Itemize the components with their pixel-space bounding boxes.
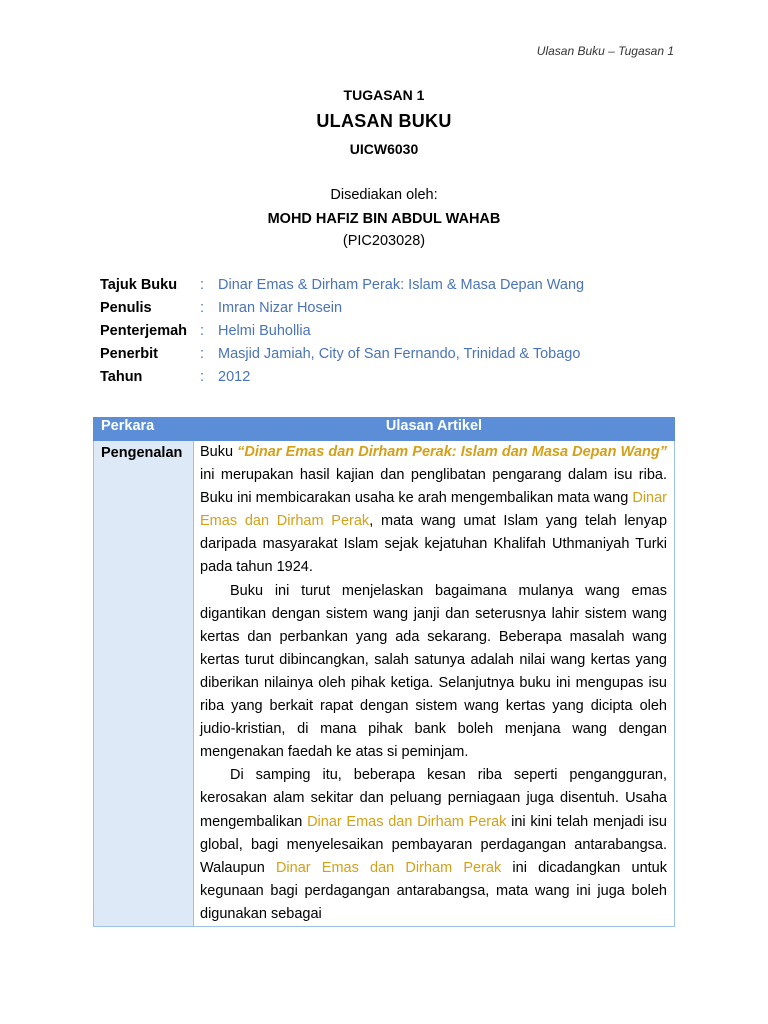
- text-span: ini dicadangkan untuk kegunaan bagi perdagangan antarabangsa, mata wang ini juga boleh digunakan sebagai: [200, 859, 667, 922]
- paragraph-2: Buku ini turut menjelaskan bagaimana mulanya wang emas digantikan dengan sistem wang janji dan seterusnya lahir sistem wang kertas dan perbankan yang ada sekarang. Beberapa masalah wang kertas turut dibincangkan, salah satunya adalah nilai wang kertas yang diberikan nilainya oleh pihak ketiga. Selanjutnya buku ini mengupas isu riba yang berkait rapat dengan sistem wang kertas yang dicipta oleh judio-kristian, di mana pihak bank boleh menjana wang dengan mengenakan faedah ke atas si peminjam.: [200, 582, 667, 761]
- title-block: [0, 86, 768, 250]
- currency-highlight: Dinar Emas dan Dirham Perak: [200, 490, 667, 530]
- book-info-label: Tahun: [100, 369, 143, 385]
- text-span: , mata wang umat Islam yang telah lenyap daripada masyarakat Islam sejak kejatuhan Khalifah Uthmaniyah Turki pada tahun 1924.: [200, 513, 668, 576]
- running-header: Ulasan Buku – Tugasan 1: [536, 44, 674, 58]
- book-info-colon: :: [200, 300, 205, 316]
- author-name: MOHD HAFIZ BIN ABDUL WAHAB: [267, 211, 501, 227]
- book-info-label: Penulis: [100, 300, 152, 316]
- main-title: ULASAN BUKU: [316, 111, 452, 131]
- text-span: Buku: [200, 444, 238, 460]
- book-info-label: Penterjemah: [100, 323, 188, 339]
- course-code: UICW6030: [349, 141, 419, 157]
- book-info-value: 2012: [218, 369, 251, 385]
- book-info-row: [100, 345, 584, 368]
- header-perkara: Perkara: [94, 418, 194, 441]
- book-info: [100, 276, 584, 391]
- book-info-value: Helmi Buhollia: [218, 323, 311, 339]
- book-info-colon: :: [200, 323, 205, 339]
- author-id: (PIC203028): [342, 233, 426, 249]
- book-info-row: [100, 368, 584, 391]
- book-info-label: Penerbit: [100, 346, 159, 362]
- book-info-colon: :: [200, 346, 205, 362]
- book-info-row: [100, 322, 584, 345]
- book-info-value: Dinar Emas & Dirham Perak: Islam & Masa Depan Wang: [218, 277, 585, 293]
- paragraph-3: [200, 764, 667, 926]
- text-span: ini merupakan hasil kajian dan penglibatan pengarang dalam isu riba. Buku ini membicarakan usaha ke arah mengembalikan mata wang: [200, 467, 667, 507]
- text-span: Di samping itu, beberapa kesan riba seperti pengangguran, kerosakan alam sekitar dan peluang perniagaan juga disentuh. Usaha mengembalikan: [200, 767, 667, 830]
- book-info-value: Imran Nizar Hosein: [218, 300, 343, 316]
- book-info-value: Masjid Jamiah, City of San Fernando, Trinidad & Tobago: [218, 346, 581, 362]
- paragraph-1: [200, 441, 667, 580]
- table-header-row: [94, 418, 675, 441]
- prepared-by-label: Disediakan oleh:: [330, 187, 438, 203]
- table-row: [94, 441, 675, 927]
- book-title-highlight: “Dinar Emas dan Dirham Perak: Islam dan Masa Depan Wang”: [237, 444, 667, 460]
- currency-highlight: Dinar Emas dan Dirham Perak: [307, 813, 507, 830]
- header-ulasan-artikel: Ulasan Artikel: [194, 418, 675, 441]
- book-info-row: [100, 276, 584, 299]
- row-label-pengenalan: Pengenalan: [94, 441, 194, 927]
- book-info-label: Tajuk Buku: [100, 277, 178, 293]
- book-info-colon: :: [200, 277, 205, 293]
- book-info-colon: :: [200, 369, 205, 385]
- review-table: [93, 417, 675, 927]
- book-info-row: [100, 299, 584, 322]
- review-body: [194, 441, 675, 927]
- assignment-title: TUGASAN 1: [343, 87, 425, 103]
- currency-highlight: Dinar Emas dan Dirham Perak: [275, 859, 502, 876]
- text-span: ini kini telah menjadi isu global, bagi menyelesaikan pembayaran perdagangan antarabangsa. Walaupun: [200, 813, 667, 876]
